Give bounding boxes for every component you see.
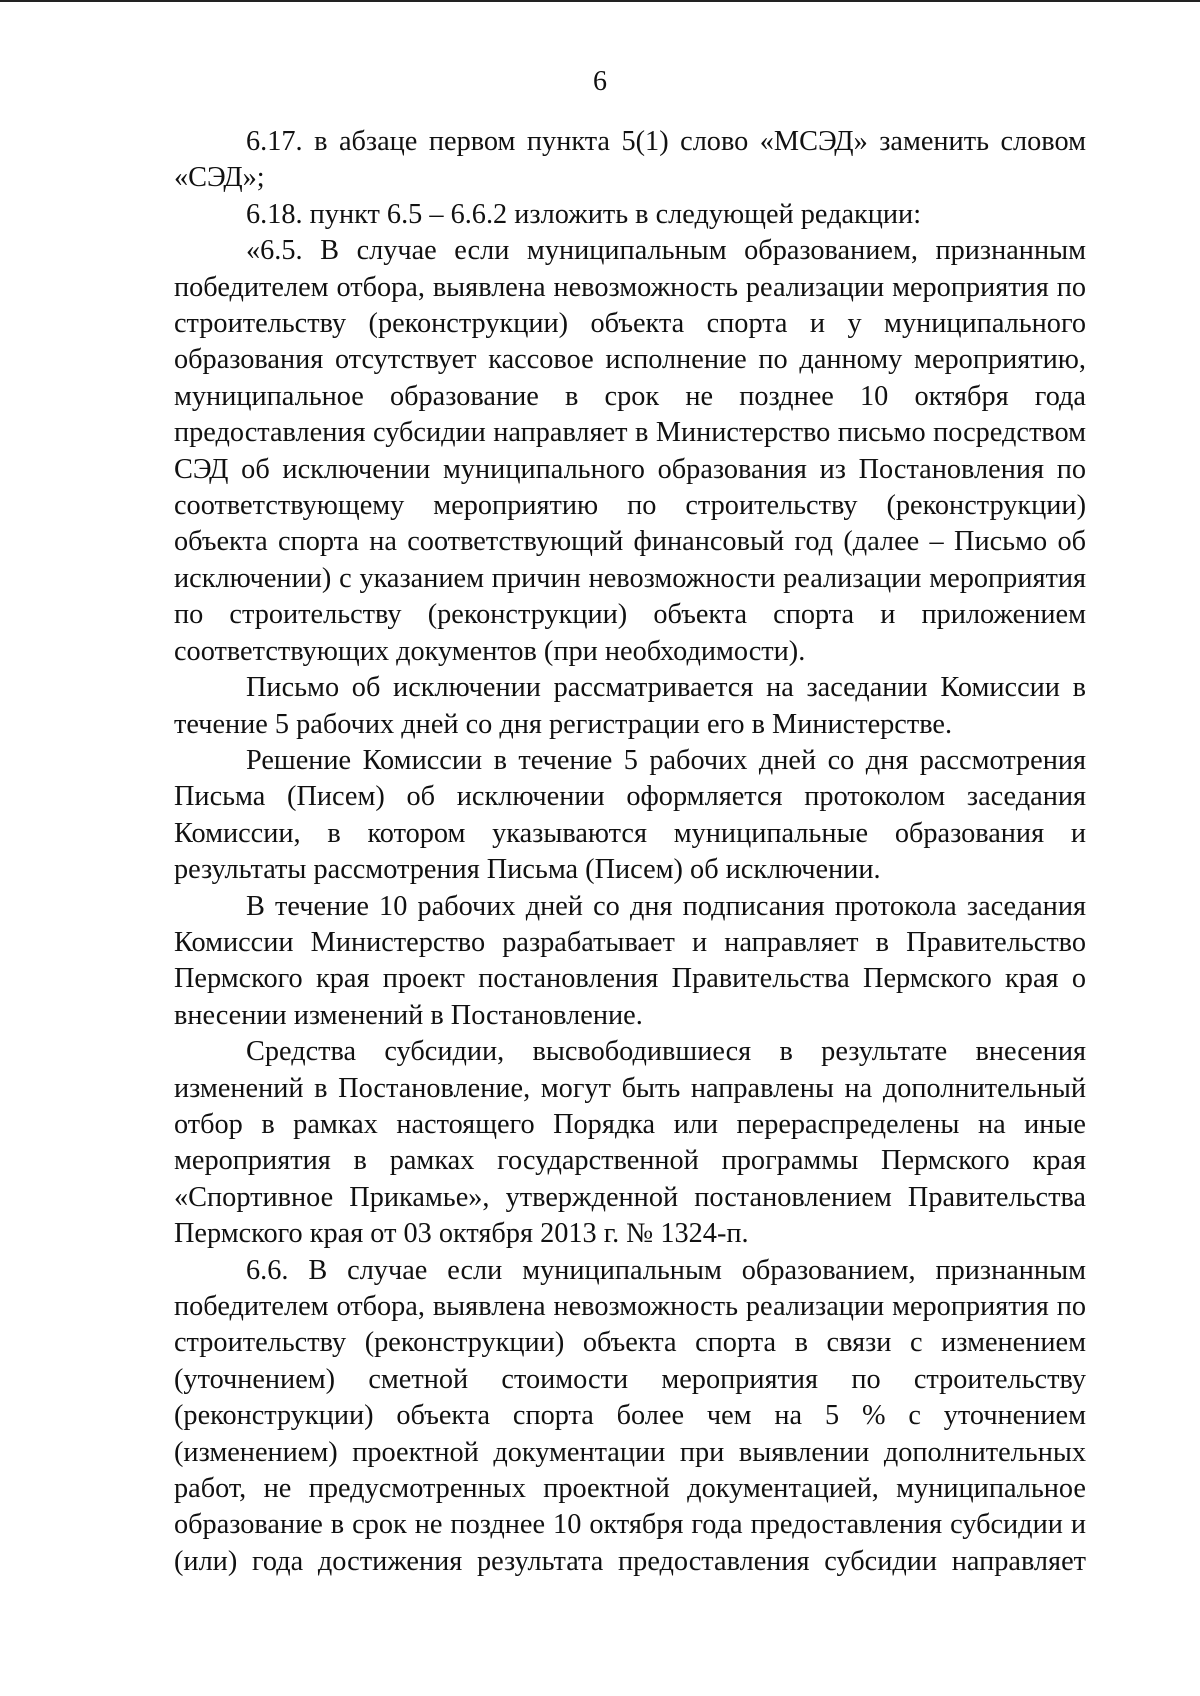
page-number: 6 (593, 66, 607, 97)
paragraph-released-funds: Средства субсидии, высвободившиеся в результате внесения изменений в Постановление, могут быть направлены на дополнительный отбор в рамках настоящего Порядка или перераспределены на иные мероприятия в рамках государственной программы Пермского края «Спортивное Прикамье», утвержденной постановлением Правительства Пермского края от 03 октября 2013 г. № 1324-п. (174, 1036, 1086, 1250)
paragraph-exclusion-letter-review: Письмо об исключении рассматривается на заседании Комиссии в течение 5 рабочих дней со дня регистрации его в Министерстве. (174, 672, 1086, 740)
paragraph-commission-decision: Решение Комиссии в течение 5 рабочих дней со дня рассмотрения Письма (Писем) об исключении оформляется протоколом заседания Комиссии, в котором указываются муниципальные образования и результаты рассмотрения Письма (Писем) об исключении. (174, 744, 1086, 886)
paragraph-6-5: «6.5. В случае если муниципальным образованием, признанным победителем отбора, выявлена невозможность реализации мероприятия по строительству (реконструкции) объекта спорта и у муниципального образования отсутствует кассовое исполнение по данному мероприятию, муниципальное образование в срок не позднее 10 октября года предоставления субсидии направляет в Министерство письмо посредством СЭД об исключении муниципального образования из Постановления по соответствующему мероприятию по строительству (реконструкции) объекта спорта на соответствующий финансовый год (далее – Письмо об исключении) с указанием причин невозможности реализации мероприятия по строительству (реконструкции) объекта спорта и приложением соответствующих документов (при необходимости). (174, 235, 1086, 667)
paragraph-6-17: 6.17. в абзаце первом пункта 5(1) слово «МСЭД» заменить словом «СЭД»; (174, 126, 1086, 194)
paragraph-ministry-draft: В течение 10 рабочих дней со дня подписания протокола заседания Комиссии Министерство разрабатывает и направляет в Правительство Пермского края проект постановления Правительства Пермского края о внесении изменений в Постановление. (174, 890, 1086, 1031)
paragraph-6-18: 6.18. пункт 6.5 – 6.6.2 изложить в следующей редакции: (246, 198, 922, 230)
document-body (174, 124, 1086, 1580)
paragraph-6-6: 6.6. В случае если муниципальным образованием, признанным победителем отбора, выявлена невозможность реализации мероприятия по строительству (реконструкции) объекта спорта в связи с изменением (уточнением) сметной стоимости мероприятия по строительству (реконструкции) объекта спорта более чем на 5 % с уточнением (изменением) проектной документации при выявлении дополнительных работ, не предусмотренных проектной документацией, муниципальное образование в срок не позднее 10 октября года предоставления субсидии и (или) года достижения результата предоставления субсидии направляет (174, 1254, 1086, 1577)
